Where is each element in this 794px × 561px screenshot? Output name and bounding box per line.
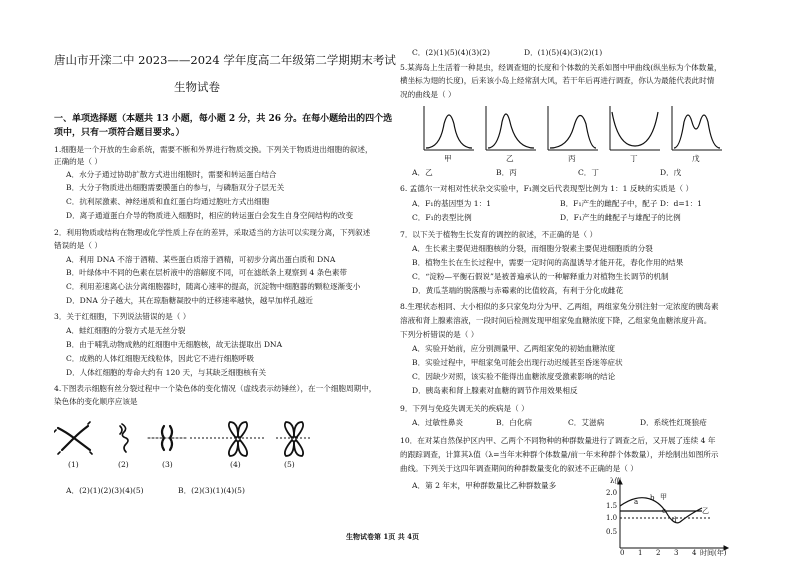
chromosome-1-icon [54,422,92,454]
q3-option-d: D．人体红细胞的寿命大约有 120 天，与其缺乏细胞核有关 [66,368,267,377]
q9-option-c: C．艾滋病 [568,418,605,427]
q1-stem-2: 正确的是（ ） [54,157,102,166]
q2-option-d: D．DNA 分子越大，其在琼脂糖凝胶中的迁移速率越快，越早加样孔越近 [66,296,313,305]
q1-stem: 1.细胞是一个开放的生命系统，需要不断和外界进行物质交换。下列关于物质进出细胞的叙述， [54,145,373,154]
q10-stem-3: 曲线。下列关于这四年调查期间的种群数量变化的叙述不正确的是（ ） [400,464,638,473]
q8-option-c: C．因缺少对照，该实验不能得出血糖浓度受激素影响的结论 [412,372,616,381]
q8-option-b: B．实验过程中，甲组家兔可能会出现行动迟缓甚至昏迷等症状 [412,358,623,367]
q3-option-a: A．蛙红细胞的分裂方式是无丝分裂 [66,326,186,335]
q5-option-c: C．丁 [578,168,599,177]
chromosome-4-icon [229,422,247,456]
diagram-label-3: (3) [162,460,173,469]
q2-stem: 2．利用物质或结构在物理或化学性质上存在的差异，采取适当的方法可以实现分离，下列叙述 [54,228,371,237]
q6-option-c: C．F₁的表型比例 [412,213,472,222]
q4-stem-2: 染色体的变化顺序应该是 [54,397,138,406]
q7-option-d: D．黄瓜茎端的脱落酸与赤霉素的比值较高，有利于分化成雌花 [412,286,624,295]
chromosome-2-icon [120,424,128,452]
chart-point-d: d [672,516,677,524]
curve-yi-icon [486,106,536,150]
q7-option-b: B．植物生长在生长过程中，需要一定时间的高温诱导才能开花，春化作用的结果 [412,258,684,267]
q4-option-a: A．(2)(1)(2)(3)(4)(5) [66,486,144,495]
q5-option-a: A．乙 [412,168,433,177]
chart-ytick-10: 1.0 [606,514,618,522]
chart-xtick-4: 4 [692,549,697,557]
q9-option-a: A．过敏性鼻炎 [412,418,464,427]
q5-stem-3: 况的曲线是（ ） [400,90,456,99]
curve-wu-icon [672,106,722,150]
q10-stem: 10．在对某自然保护区内甲、乙两个不同物种的种群数量进行了调查之后，又开展了连续 4 年 [400,436,716,445]
q2-option-a: A．利用 DNA 不溶于酒精、某些蛋白质溶于酒精，可初步分离出蛋白质和 DNA [66,255,336,264]
q7-option-c: C．“淀粉—平衡石假说”是被普遍承认的一种解释重力对植物生长调节的机制 [412,272,669,281]
chart-xtick-1: 1 [638,549,643,557]
chart-xtick-2: 2 [656,549,661,557]
q6-option-b: B．F₁产生的雌配子中，配子 D：d=1：1 [560,199,702,208]
chart-point-c: c [662,507,666,515]
q9-option-d: D．系统性红斑狼疮 [640,418,707,427]
chart-ytick-20: 2.0 [606,489,618,497]
q2-stem-2: 错误的是（ ） [54,241,102,250]
q2-option-c: C．利用差速离心法分离细胞器时，随离心速率的提高，沉淀物中细胞器的颗粒逐渐变小 [66,282,361,291]
q5-option-b: B．丙 [496,168,517,177]
q10-option-a: A．第 2 年末，甲种群数量比乙种群数量多 [412,481,557,490]
curve-jia-icon [424,106,474,150]
chart-series-yi: 乙 [702,507,709,515]
diagram-label-4: (4) [230,460,241,469]
q6-option-a: A．F₁的基因型为 1：1 [412,199,492,208]
page-subtitle: 生物试卷 [174,80,220,94]
chart-xtick-3: 3 [674,549,679,557]
q6-option-d: D．F₁产生的雌配子与雄配子的比例 [560,213,681,222]
q1-option-d: D．离子通道蛋白介导的物质进入细胞时，相应的转运蛋白会发生自身空间结构的改变 [66,211,354,220]
q1-option-a: A．水分子通过协助扩散方式进出细胞时，需要和转运蛋白结合 [66,170,277,179]
chart-ylabel: λ值 [610,477,622,485]
curve-label-ding: 丁 [630,154,638,163]
q3-option-c: C．成熟的人体红细胞无线粒体，因此它不进行细胞呼吸 [66,354,255,363]
chromosome-5-icon [276,422,312,456]
q10-stem-2: 的跟踪调查，计算其λ值（λ=当年末种群个体数量/前一年末种群个体数量），并绘制出如图所示 [400,450,719,459]
q4-option-d: D．(1)(5)(4)(3)(2)(1) [524,48,603,57]
q9-option-b: B．白化病 [496,418,532,427]
q7-stem: 7．以下关于植物生长发育的调控的叙述，不正确的是（ ） [400,230,598,239]
wing-length-curves [422,104,732,154]
q3-stem: 3．关于红细胞，下列说法错误的是（ ） [54,312,191,321]
curve-label-bing: 丙 [568,154,576,163]
q5-stem-2: 横坐标为翅的长度)，后来该小岛上经常刮大风，若干年后再进行调查，你认为最能代表此时情 [400,76,715,85]
q8-stem-2: 溶液和肾上腺素溶液，一段时间后检测发现甲组家兔血糖浓度下降，乙组家兔血糖浓度升高。 [400,316,712,325]
chart-ytick-05: 0.5 [606,528,618,536]
q5-option-d: D．戊 [660,168,682,177]
chromosome-diagram [54,418,354,472]
q9-stem: 9．下列与免疫失调无关的疾病是（ ） [400,404,529,413]
diagram-label-1: (1) [68,460,79,469]
section-heading: 一、单项选择题（本题共 13 小题，每小题 2 分，共 26 分。在每小题给出的四个选 [54,114,393,124]
diagram-label-5: (5) [284,460,295,469]
chromosome-3-icon [148,426,186,450]
q8-option-d: D．胰岛素和肾上腺素对血糖的调节作用效果相反 [412,386,578,395]
q4-stem: 4.下图表示细胞有丝分裂过程中一个染色体的变化情况（虚线表示纺锤丝），在一个细胞周期中， [54,384,377,393]
q8-option-a: A．实验开始前，应分别测量甲、乙两组家兔的初始血糖浓度 [412,344,615,353]
page-footer: 生物试卷第 1页 共 4页 [346,532,420,541]
chart-series-jia: 甲 [660,493,667,501]
chart-ytick-15: 1.5 [606,502,618,510]
q8-stem-3: 下列分析错误的是（ ） [400,330,479,339]
q4-option-c: C．(2)(1)(5)(4)(3)(2) [412,48,490,57]
lambda-chart [606,478,736,558]
q7-option-a: A．生长素主要促进细胞核的分裂，而细胞分裂素主要促进细胞质的分裂 [412,244,653,253]
curve-label-yi: 乙 [506,154,514,163]
curve-ding-icon [610,106,660,150]
q2-option-b: B．叶绿体中不同的色素在层析液中的溶解度不同，可在滤纸条上观察到 4 条色素带 [66,268,348,277]
curve-label-wu: 戊 [692,154,700,163]
q1-option-b: B．大分子物质进出细胞需要膜蛋白的参与，与磷脂双分子层无关 [66,183,285,192]
q5-stem: 5.某海岛上生活着一种昆虫，经调查翅的长度和个体数的关系如图中甲曲线(纵坐标为个体数量， [400,63,722,72]
q3-option-b: B．由于哺乳动物成熟的红细胞中无细胞核，故无法提取出 DNA [66,340,283,349]
section-heading-2: 项中，只有一项符合题目要求。） [54,128,185,138]
curve-label-jia: 甲 [444,154,452,163]
chart-point-b: b [650,494,655,502]
q1-option-c: C．抗利尿激素、神经递质和血红蛋白均通过胞吐方式出细胞 [66,197,270,206]
diagram-label-2: (2) [118,460,129,469]
q4-option-b: B．(2)(3)(1)(4)(5) [178,486,245,495]
q6-stem: 6. 孟德尔一对相对性状杂交实验中，F₁测交后代表现型比例为 1：1 反映的实质是（ ） [400,184,694,193]
curve-bing-icon [548,106,598,150]
q8-stem: 8.生理状态相同、大小相似的多只家兔均分为甲、乙两组，两组家兔分别注射一定浓度的胰岛素 [400,302,719,311]
chart-point-a: a [634,498,639,506]
chart-xtick-0: 0 [620,549,625,557]
page-title: 唐山市开滦二中 2023——2024 学年度高二年级第二学期期末考试 [54,53,396,67]
chart-xlabel: 时间(年) [700,549,727,557]
